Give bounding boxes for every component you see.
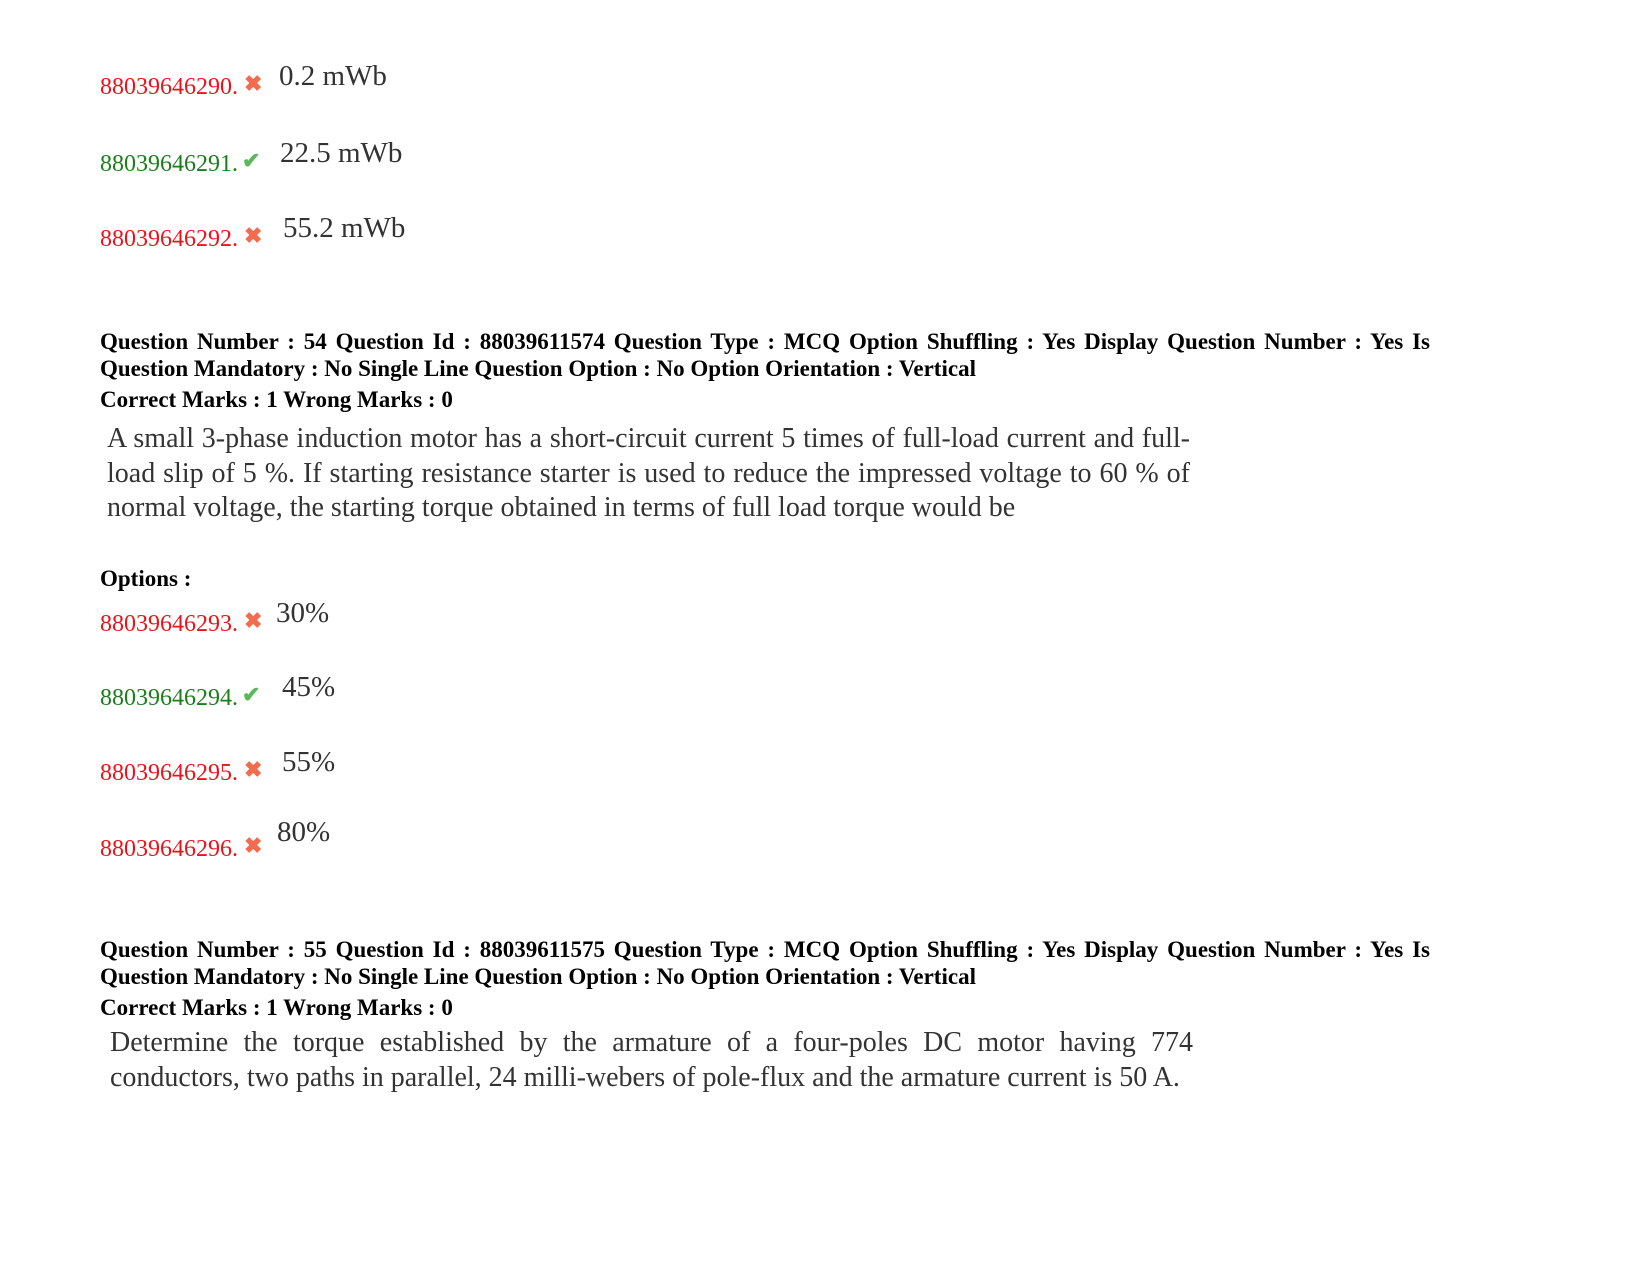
check-icon: ✔	[242, 682, 261, 707]
options-label: Options :	[100, 566, 192, 591]
question-text: A small 3-phase induction motor has a short-circuit current 5 times of full-load current and full-load slip of 5 %. If starting resistance starter is used to reduce the impressed voltage to 60 % of normal voltage, the starting torque obtained in terms of full load torque would be	[107, 423, 1190, 523]
option-id: 88039646295.	[100, 760, 238, 786]
option-id: 88039646294.	[100, 685, 238, 711]
option-id: 88039646290.	[100, 74, 238, 100]
option-id: 88039646292.	[100, 226, 238, 252]
option-value: 22.5 mWb	[280, 137, 403, 169]
option-row	[100, 212, 700, 260]
question-marks: Correct Marks : 1 Wrong Marks : 0	[100, 387, 453, 412]
question-meta: Question Number : 55 Question Id : 88039611575 Question Type : MCQ Option Shuffling : Yes Display Question Number : Yes Is Question Mandatory : No Single Line Question Option : No Option Orientation : Vertical	[100, 937, 1430, 989]
cross-icon: ✖	[244, 757, 263, 782]
question-meta: Question Number : 54 Question Id : 88039611574 Question Type : MCQ Option Shuffling : Yes Display Question Number : Yes Is Question Mandatory : No Single Line Question Option : No Option Orientation : Vertical	[100, 329, 1430, 381]
question-marks: Correct Marks : 1 Wrong Marks : 0	[100, 995, 453, 1020]
option-row	[100, 816, 700, 870]
option-value: 55%	[282, 746, 336, 778]
option-value: 55.2 mWb	[283, 212, 406, 244]
cross-icon: ✖	[244, 833, 263, 858]
cross-icon: ✖	[244, 71, 263, 96]
option-value: 30%	[276, 597, 330, 629]
option-row	[100, 671, 700, 719]
option-row	[100, 137, 700, 185]
option-id: 88039646296.	[100, 836, 238, 862]
option-row	[100, 597, 700, 645]
option-value: 45%	[282, 671, 336, 703]
option-row	[100, 60, 700, 108]
option-id: 88039646293.	[100, 611, 238, 637]
option-value: 80%	[277, 816, 331, 848]
option-id: 88039646291.	[100, 151, 238, 177]
check-icon: ✔	[242, 148, 261, 173]
cross-icon: ✖	[244, 223, 263, 248]
question-text: Determine the torque established by the armature of a four-poles DC motor having 774 conductors, two paths in parallel, 24 milli-webers of pole-flux and the armature current is 50 A.	[110, 1027, 1193, 1093]
cross-icon: ✖	[244, 608, 263, 633]
option-row	[100, 746, 700, 794]
option-value: 0.2 mWb	[279, 60, 387, 92]
